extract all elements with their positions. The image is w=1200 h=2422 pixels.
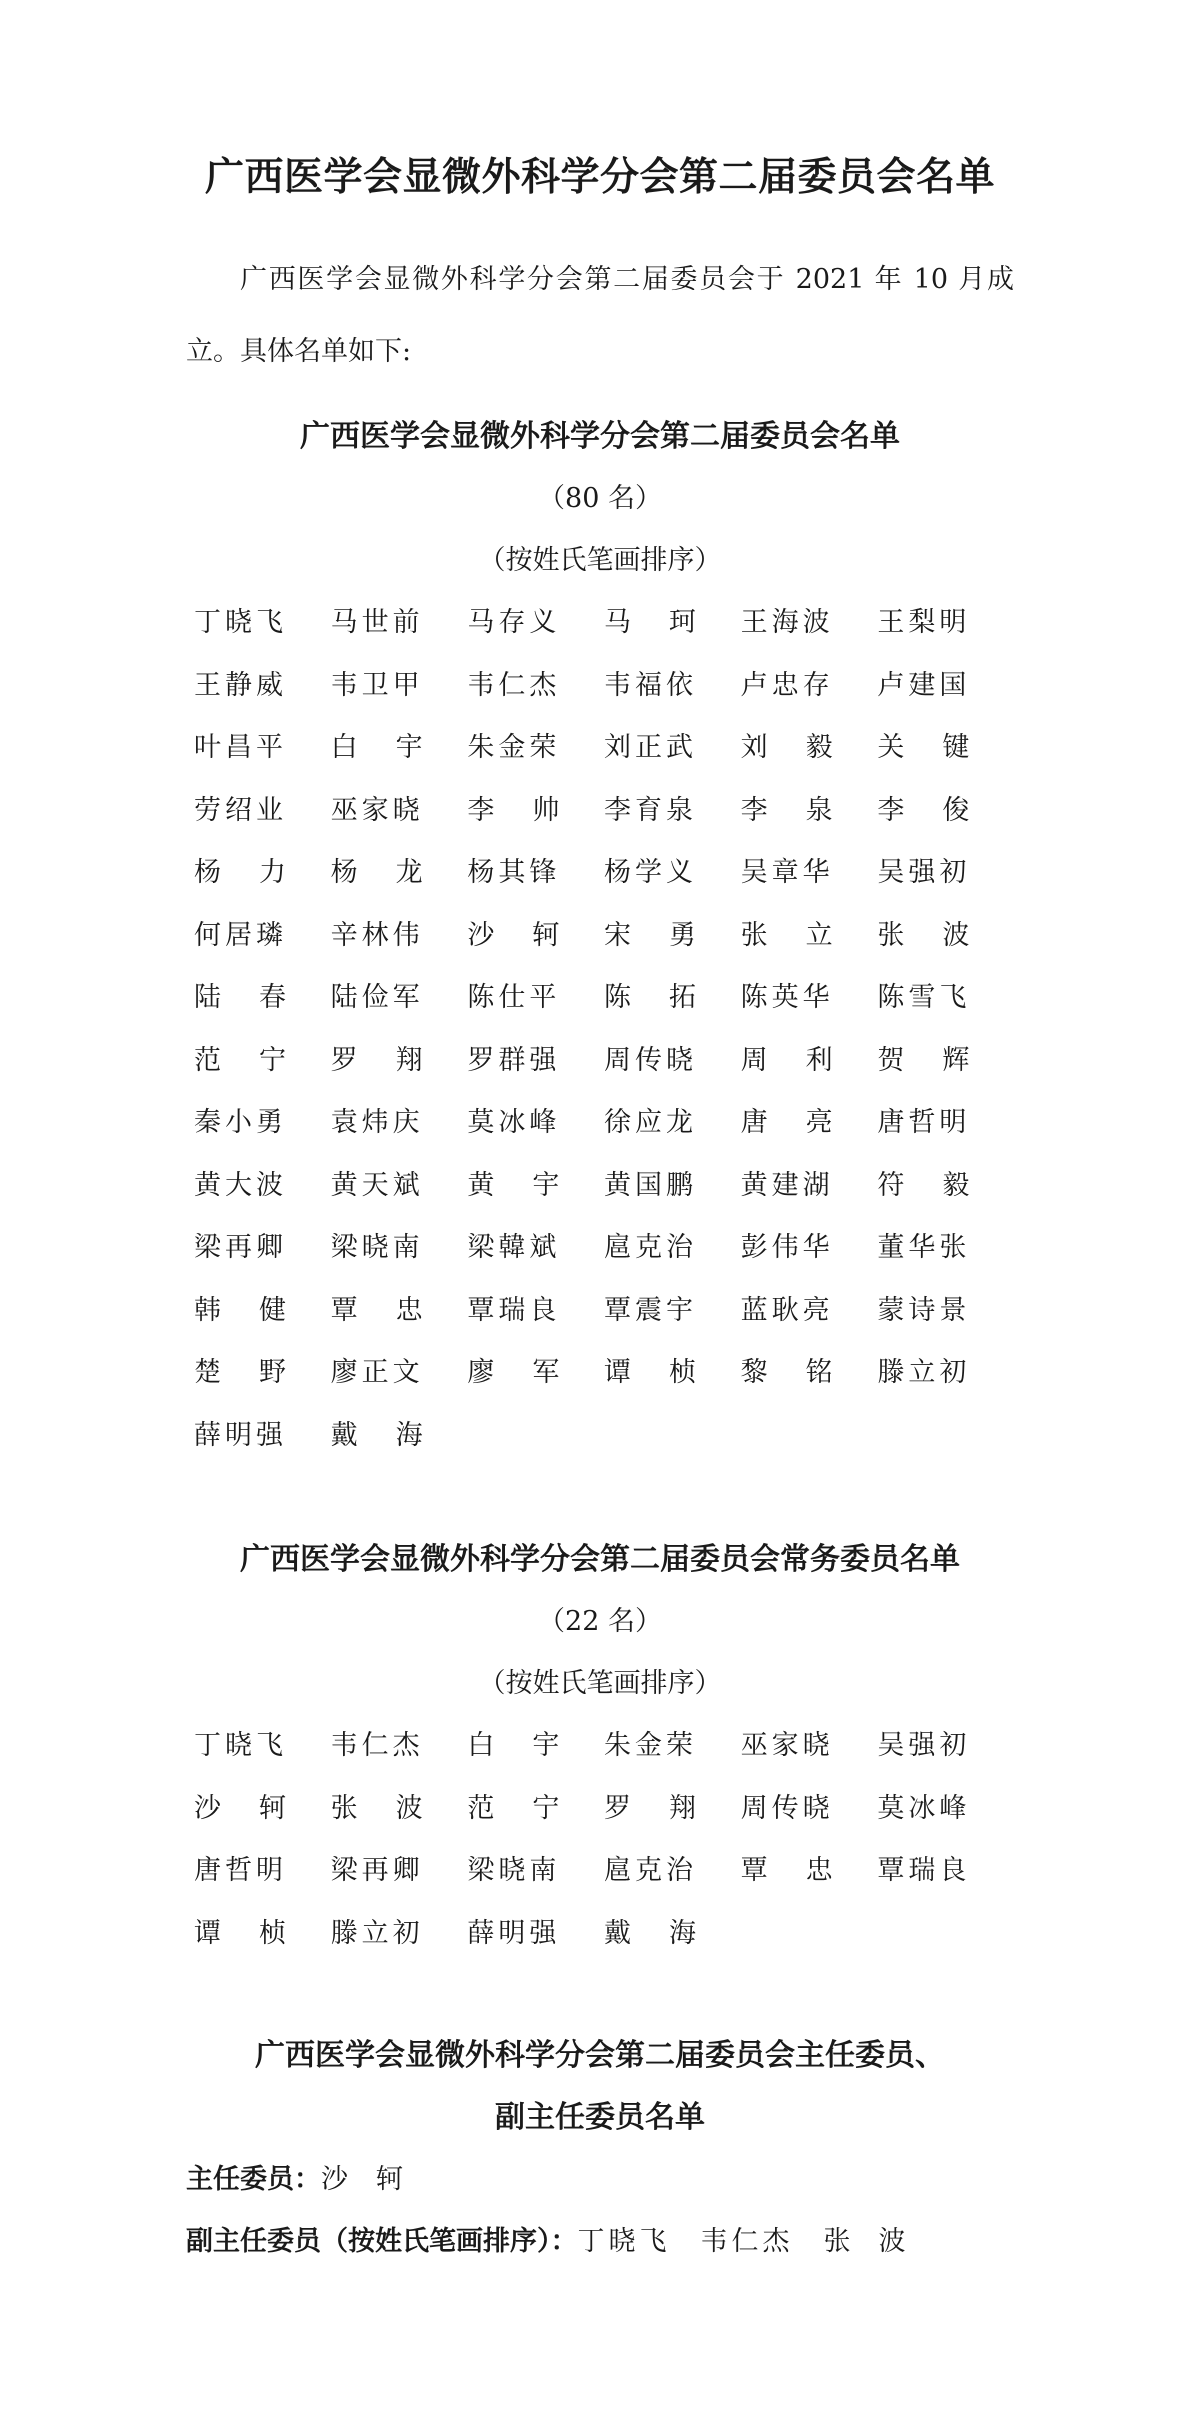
member-name: 杨龙 xyxy=(330,857,461,888)
member-name: 白宇 xyxy=(467,1730,598,1761)
member-name: 朱金荣 xyxy=(467,732,561,763)
standing-committee-title: 广西医学会显微外科学分会第二届委员会常务委员名单 xyxy=(240,1542,960,1577)
member-name: 韦仁杰 xyxy=(467,669,561,701)
member-name: 巫家晓 xyxy=(330,794,424,826)
member-name: 戴海 xyxy=(604,1917,734,1949)
member-name: 唐哲明 xyxy=(877,1107,971,1138)
member-name: 何居璘 xyxy=(194,919,287,951)
member-name: 李育泉 xyxy=(604,794,697,826)
member-name: 黄建湖 xyxy=(740,1169,834,1201)
member-name: 丁晓飞 xyxy=(194,1730,287,1761)
vice-chair-name: 张波 xyxy=(823,2226,934,2257)
member-name: 王梨明 xyxy=(877,607,971,638)
member-name: 罗翔 xyxy=(330,1044,461,1076)
committee-section xyxy=(186,406,1014,1467)
member-name: 覃瑞良 xyxy=(877,1855,971,1886)
member-name: 李俊 xyxy=(877,794,1008,826)
member-name: 陈拓 xyxy=(604,982,734,1013)
member-name: 谭桢 xyxy=(194,1917,324,1949)
leaders-title-line-2: 副主任委员名单 xyxy=(495,2100,705,2135)
member-name: 黄天斌 xyxy=(330,1169,424,1201)
member-name: 袁炜庆 xyxy=(330,1107,424,1138)
member-name: 张立 xyxy=(740,919,871,951)
member-name: 秦小勇 xyxy=(194,1107,287,1138)
vice-chair-name: 丁晓飞 xyxy=(577,2226,671,2257)
chair-row xyxy=(186,2149,1014,2211)
member-name: 周传晓 xyxy=(740,1792,834,1824)
document-title: 广西医学会显微外科学分会第二届委员会名单 xyxy=(204,155,995,200)
member-name: 滕立初 xyxy=(330,1917,424,1949)
member-name: 贺辉 xyxy=(877,1044,1008,1076)
member-name: 陈雪飞 xyxy=(877,982,971,1013)
member-name: 刘毅 xyxy=(740,732,871,763)
member-name: 周传晓 xyxy=(604,1044,697,1076)
member-name: 覃忠 xyxy=(330,1294,461,1326)
member-name: 黎铭 xyxy=(740,1357,871,1388)
committee-count: （80 名） xyxy=(538,483,662,514)
member-name: 唐亮 xyxy=(740,1107,871,1138)
member-name: 范宁 xyxy=(194,1044,324,1076)
member-name: 巫家晓 xyxy=(740,1730,834,1761)
member-name: 莫冰峰 xyxy=(877,1792,971,1824)
member-name: 陈英华 xyxy=(740,982,834,1013)
member-name: 梁再卿 xyxy=(330,1855,424,1886)
committee-member-list xyxy=(186,592,1014,1467)
member-name: 范宁 xyxy=(467,1792,598,1824)
member-name: 宋勇 xyxy=(604,919,734,951)
standing-committee-count: （22 名） xyxy=(538,1606,662,1637)
member-name: 蓝耿亮 xyxy=(740,1294,834,1326)
committee-order-note: （按姓氏笔画排序） xyxy=(478,545,722,576)
member-name: 黄宇 xyxy=(467,1169,598,1201)
member-name: 劳绍业 xyxy=(194,794,287,826)
leaders-title-line-1: 广西医学会显微外科学分会第二届委员会主任委员、 xyxy=(255,2038,945,2073)
member-name: 叶昌平 xyxy=(194,732,287,763)
member-name: 薛明强 xyxy=(467,1917,561,1949)
member-name: 黄国鹏 xyxy=(604,1169,697,1201)
member-name: 王海波 xyxy=(740,607,834,638)
member-name: 梁晓南 xyxy=(467,1855,561,1886)
member-name: 张波 xyxy=(877,919,1008,951)
member-name: 覃忠 xyxy=(740,1855,871,1886)
member-name: 谭桢 xyxy=(604,1357,734,1388)
member-name: 马珂 xyxy=(604,607,734,638)
member-name: 陆春 xyxy=(194,982,324,1013)
member-name: 唐哲明 xyxy=(194,1855,287,1886)
member-name: 张波 xyxy=(330,1792,461,1824)
member-name: 楚野 xyxy=(194,1357,324,1388)
committee-title: 广西医学会显微外科学分会第二届委员会名单 xyxy=(300,419,900,454)
chair-label: 主任委员： xyxy=(186,2164,321,2195)
member-name: 沙轲 xyxy=(467,919,598,951)
member-name: 罗群强 xyxy=(467,1044,561,1076)
standing-committee-order-note: （按姓氏笔画排序） xyxy=(478,1668,722,1699)
chair-name: 沙轲 xyxy=(321,2164,431,2195)
member-name: 吴章华 xyxy=(740,857,834,888)
member-name: 卢建国 xyxy=(877,669,971,701)
member-name: 莫冰峰 xyxy=(467,1107,561,1138)
member-name: 韦卫甲 xyxy=(330,669,424,701)
member-name: 薛明强 xyxy=(194,1419,287,1451)
member-name: 陈仕平 xyxy=(467,982,561,1013)
member-name: 梁晓南 xyxy=(330,1232,424,1263)
member-name: 陆俭军 xyxy=(330,982,424,1013)
member-name: 符毅 xyxy=(877,1169,1008,1201)
member-name: 廖军 xyxy=(467,1357,598,1388)
member-name: 梁韓斌 xyxy=(467,1232,561,1263)
leaders-section xyxy=(186,2025,1014,2273)
member-name: 滕立初 xyxy=(877,1357,971,1388)
member-name: 李帅 xyxy=(467,794,598,826)
member-name: 韦仁杰 xyxy=(330,1730,424,1761)
member-name: 沙轲 xyxy=(194,1792,324,1824)
member-name: 吴强初 xyxy=(877,857,971,888)
member-name: 杨学义 xyxy=(604,857,697,888)
member-name: 梁再卿 xyxy=(194,1232,287,1263)
vice-chair-row xyxy=(186,2211,1014,2273)
member-name: 覃震宇 xyxy=(604,1294,697,1326)
member-name: 扈克治 xyxy=(604,1232,697,1263)
member-name: 关键 xyxy=(877,732,1008,763)
member-name: 韩健 xyxy=(194,1294,324,1326)
member-name: 白宇 xyxy=(330,732,461,763)
member-name: 辛林伟 xyxy=(330,919,424,951)
member-name: 刘正武 xyxy=(604,732,697,763)
member-name: 黄大波 xyxy=(194,1169,287,1201)
member-name: 蒙诗景 xyxy=(877,1294,971,1326)
intro-paragraph: 广西医学会显微外科学分会第二届委员会于 2021 年 10 月成立。具体名单如下: xyxy=(186,264,1014,367)
vice-chair-names xyxy=(578,2226,948,2257)
member-name: 韦福依 xyxy=(604,669,697,701)
standing-committee-member-list xyxy=(186,1715,1014,1965)
member-name: 王静威 xyxy=(194,669,287,701)
member-name: 马存义 xyxy=(467,607,561,638)
member-name: 杨力 xyxy=(194,857,324,888)
member-name: 戴海 xyxy=(330,1419,461,1451)
standing-committee-section xyxy=(186,1529,1014,1965)
member-name: 徐应龙 xyxy=(604,1107,697,1138)
member-name: 丁晓飞 xyxy=(194,607,287,638)
member-name: 朱金荣 xyxy=(604,1730,697,1761)
vice-chair-label: 副主任委员（按姓氏笔画排序）： xyxy=(186,2226,578,2257)
member-name: 廖正文 xyxy=(330,1357,424,1388)
member-name: 吴强初 xyxy=(877,1730,971,1761)
member-name: 马世前 xyxy=(330,607,424,638)
member-name: 卢忠存 xyxy=(740,669,834,701)
member-name: 周利 xyxy=(740,1044,871,1076)
member-name: 扈克治 xyxy=(604,1855,697,1886)
member-name: 杨其锋 xyxy=(467,857,561,888)
member-name: 董华张 xyxy=(877,1232,971,1263)
member-name: 李泉 xyxy=(740,794,871,826)
member-name: 彭伟华 xyxy=(740,1232,834,1263)
vice-chair-name: 韦仁杰 xyxy=(700,2226,794,2257)
member-name: 覃瑞良 xyxy=(467,1294,561,1326)
member-name: 罗翔 xyxy=(604,1792,734,1824)
